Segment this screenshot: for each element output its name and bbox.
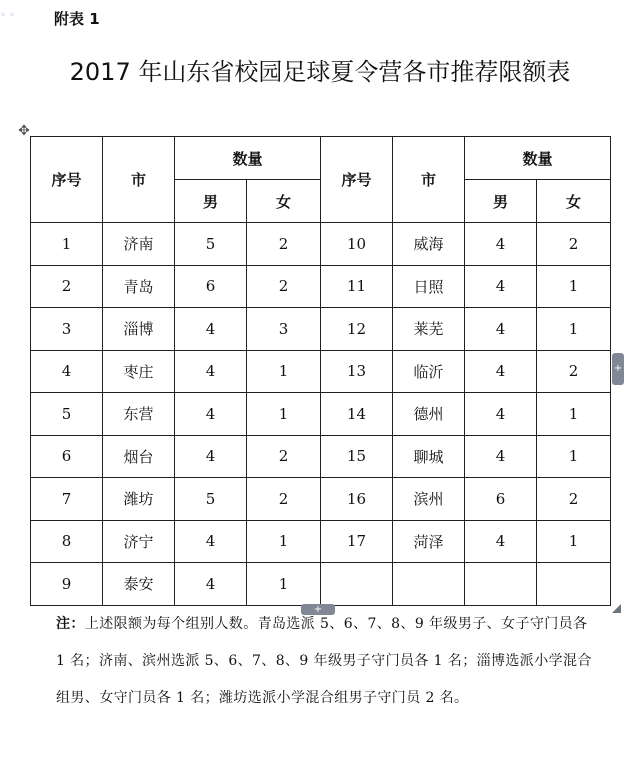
table-row	[31, 435, 611, 478]
cell-city-right: 德州	[393, 393, 465, 436]
table-resize-handle[interactable]	[612, 604, 621, 613]
cell-city-right: 临沂	[393, 350, 465, 393]
cell-city-left: 泰安	[103, 563, 175, 606]
attachment-label: 附表 1	[54, 10, 100, 28]
header-female-right: 女	[537, 180, 611, 223]
cell-male-right: 4	[465, 435, 537, 478]
cell-seq-right: 11	[321, 265, 393, 308]
table-move-handle-icon[interactable]: ✥	[18, 123, 30, 139]
cell-seq-left: 4	[31, 350, 103, 393]
cell-seq-right: 12	[321, 308, 393, 351]
cell-female-right: 1	[537, 393, 611, 436]
cell-male-left: 4	[175, 520, 247, 563]
quota-table	[30, 136, 611, 606]
table-row	[31, 265, 611, 308]
cell-female-left: 1	[247, 520, 321, 563]
add-row-button[interactable]: +	[301, 604, 335, 615]
cell-seq-right: 13	[321, 350, 393, 393]
cell-city-left: 青岛	[103, 265, 175, 308]
cell-female-right: 1	[537, 520, 611, 563]
cell-city-right: 日照	[393, 265, 465, 308]
cell-male-left: 4	[175, 393, 247, 436]
cell-male-left: 4	[175, 308, 247, 351]
cell-seq-left: 9	[31, 563, 103, 606]
cell-city-left: 济南	[103, 223, 175, 266]
cell-male-left: 5	[175, 478, 247, 521]
document-title: 2017 年山东省校园足球夏令营各市推荐限额表	[69, 58, 571, 86]
cell-male-right: 4	[465, 223, 537, 266]
cell-city-left: 东营	[103, 393, 175, 436]
cell-seq-left: 8	[31, 520, 103, 563]
cell-male-right: 6	[465, 478, 537, 521]
footnote-text: 上述限额为每个组别人数。青岛选派 5、6、7、8、9 年级男子、女子守门员各 1 名；济南、滨州选派 5、6、7、8、9 年级男子守门员各 1 名；淄博选派小学混合组男、女守门员各 1 名；潍坊选派小学混合组男子守门员 2 名。	[56, 616, 592, 706]
cell-seq-left: 3	[31, 308, 103, 351]
cell-seq-right: 16	[321, 478, 393, 521]
header-seq-left: 序号	[31, 137, 103, 223]
cell-male-left: 4	[175, 563, 247, 606]
cell-male-left: 6	[175, 265, 247, 308]
header-count-left: 数量	[175, 137, 321, 180]
cell-female-right: 1	[537, 265, 611, 308]
cursor-mark-icon: ◦ ◦	[0, 10, 15, 21]
footnote	[56, 606, 596, 717]
cell-male-left: 4	[175, 350, 247, 393]
cell-female-right: 1	[537, 308, 611, 351]
cell-city-left: 烟台	[103, 435, 175, 478]
cell-female-left: 1	[247, 393, 321, 436]
cell-seq-right: 15	[321, 435, 393, 478]
cell-male-right: 4	[465, 265, 537, 308]
cell-city-left: 潍坊	[103, 478, 175, 521]
footnote-label: 注：	[56, 616, 85, 632]
header-male-right: 男	[465, 180, 537, 223]
header-female-left: 女	[247, 180, 321, 223]
cell-seq-right: 14	[321, 393, 393, 436]
header-city-left: 市	[103, 137, 175, 223]
cell-male-right: 4	[465, 308, 537, 351]
cell-seq-left: 6	[31, 435, 103, 478]
table-body	[31, 223, 611, 606]
cell-male-left: 5	[175, 223, 247, 266]
table-row	[31, 308, 611, 351]
cell-female-left: 2	[247, 265, 321, 308]
cell-female-right: 2	[537, 223, 611, 266]
cell-female-right: 1	[537, 435, 611, 478]
cell-seq-right: 17	[321, 520, 393, 563]
cell-female-left: 1	[247, 350, 321, 393]
cell-seq-left: 2	[31, 265, 103, 308]
header-male-left: 男	[175, 180, 247, 223]
cell-male-right: 4	[465, 520, 537, 563]
cell-female-left: 1	[247, 563, 321, 606]
cell-city-left: 淄博	[103, 308, 175, 351]
cell-female-left: 2	[247, 435, 321, 478]
cell-male-left: 4	[175, 435, 247, 478]
cell-male-right	[465, 563, 537, 606]
cell-city-right: 莱芜	[393, 308, 465, 351]
cell-female-right: 2	[537, 350, 611, 393]
cell-city-right	[393, 563, 465, 606]
header-seq-right: 序号	[321, 137, 393, 223]
table-row	[31, 478, 611, 521]
cell-seq-right: 10	[321, 223, 393, 266]
cell-female-left: 3	[247, 308, 321, 351]
table-row	[31, 520, 611, 563]
cell-female-left: 2	[247, 223, 321, 266]
cell-city-left: 枣庄	[103, 350, 175, 393]
table-row	[31, 393, 611, 436]
cell-seq-right	[321, 563, 393, 606]
cell-seq-left: 7	[31, 478, 103, 521]
cell-female-right	[537, 563, 611, 606]
cell-city-right: 菏泽	[393, 520, 465, 563]
cell-seq-left: 5	[31, 393, 103, 436]
cell-city-right: 威海	[393, 223, 465, 266]
table-row	[31, 563, 611, 606]
cell-female-left: 2	[247, 478, 321, 521]
header-count-right: 数量	[465, 137, 611, 180]
table-row	[31, 350, 611, 393]
cell-city-right: 滨州	[393, 478, 465, 521]
add-column-button[interactable]: +	[612, 353, 624, 385]
header-city-right: 市	[393, 137, 465, 223]
cell-seq-left: 1	[31, 223, 103, 266]
cell-city-right: 聊城	[393, 435, 465, 478]
cell-male-right: 4	[465, 393, 537, 436]
cell-female-right: 2	[537, 478, 611, 521]
cell-city-left: 济宁	[103, 520, 175, 563]
table-row	[31, 223, 611, 266]
cell-male-right: 4	[465, 350, 537, 393]
